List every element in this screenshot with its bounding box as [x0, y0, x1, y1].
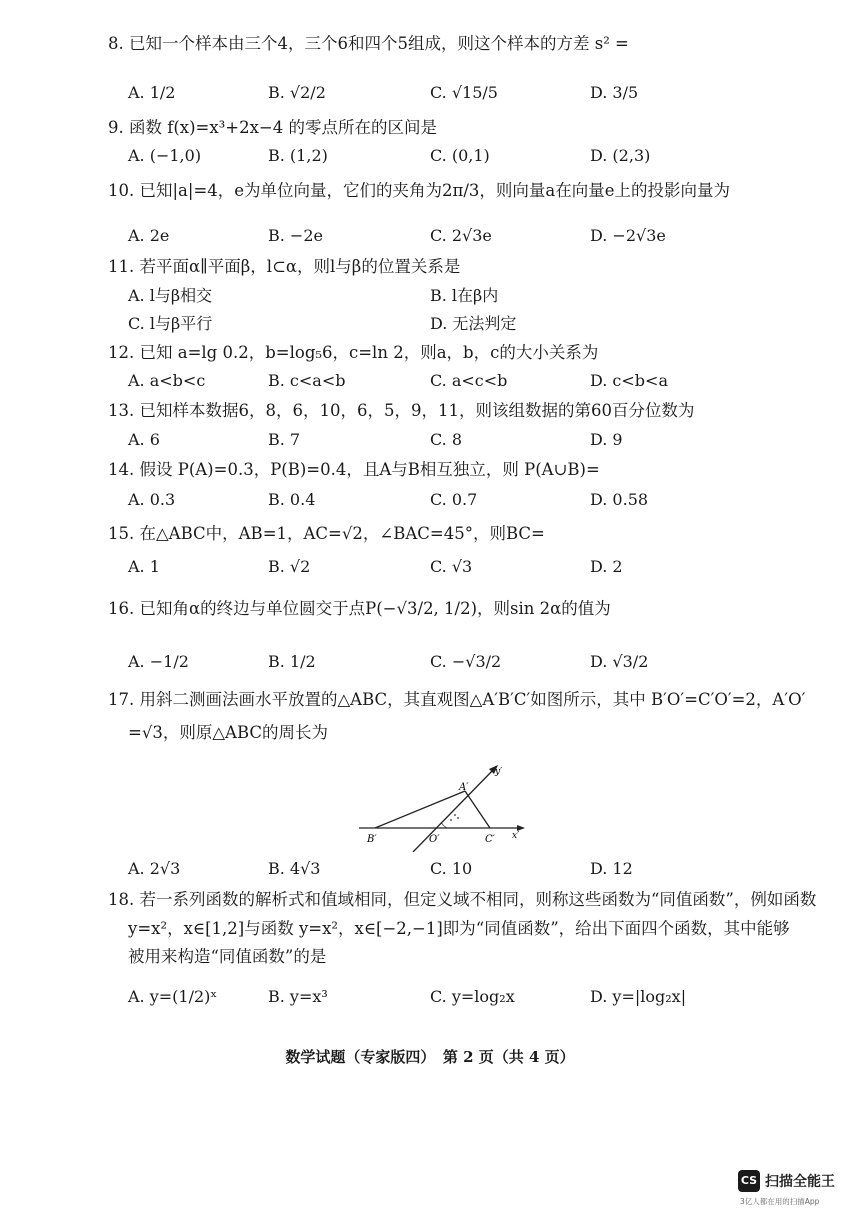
q17-option-c: C. 10 [430, 859, 473, 878]
question-9-stem: 9. 函数 f(x)=x³+2x−4 的零点所在的区间是 [108, 118, 437, 137]
q14-option-d: D. 0.58 [590, 490, 649, 509]
scanner-logo [738, 1170, 850, 1210]
q8-option-c: C. √15/5 [430, 83, 498, 102]
q12-option-d: D. c<b<a [590, 371, 668, 390]
q9-option-d: D. (2,3) [590, 146, 651, 165]
question-8-stem: 8. 已知一个样本由三个4，三个6和四个5组成，则这个样本的方差 s² = [108, 34, 629, 53]
angle-arc [441, 822, 447, 828]
question-16-stem: 16. 已知角α的终边与单位圆交于点P(−√3/2, 1/2)，则sin 2α的值为 [108, 599, 611, 618]
q10-option-c: C. 2√3e [430, 226, 492, 245]
q11-option-a: A. l与β相交 [128, 286, 213, 305]
q18-option-b: B. y=x³ [268, 987, 328, 1006]
q11-option-c: C. l与β平行 [128, 314, 213, 333]
q15-option-a: A. 1 [128, 557, 160, 576]
logo-name: 扫描全能王 [765, 1174, 835, 1190]
q8-option-a: A. 1/2 [128, 83, 176, 102]
edge-b-a [375, 791, 465, 828]
q12-option-b: B. c<a<b [268, 371, 346, 390]
question-18-stem-line2: y=x²，x∈[1,2]与函数 y=x²，x∈[−2,−1]即为“同值函数”，给出下面四个函数，其中能够 [128, 919, 790, 938]
q9-option-b: B. (1,2) [268, 146, 328, 165]
q16-option-d: D. √3/2 [590, 652, 649, 671]
q17-option-a: A. 2√3 [128, 859, 181, 878]
q10-option-a: A. 2e [128, 226, 170, 245]
q10-option-d: D. −2√3e [590, 226, 666, 245]
edge-a-c [465, 791, 490, 828]
q15-option-c: C. √3 [430, 557, 473, 576]
q11-option-b: B. l在β内 [430, 286, 499, 305]
q13-option-b: B. 7 [268, 430, 301, 449]
label-o: O′ [429, 834, 440, 845]
label-c: C′ [485, 834, 495, 845]
question-18-stem-line3: 被用来构造“同值函数”的是 [128, 947, 327, 966]
label-x: x′ [512, 831, 520, 841]
q12-option-c: C. a<c<b [430, 371, 508, 390]
q14-option-b: B. 0.4 [268, 490, 316, 509]
page-footer: 数学试题（专家版四） 第 2 页（共 4 页） [285, 1048, 575, 1066]
question-12-stem: 12. 已知 a=lg 0.2，b=log₅6，c=ln 2，则a，b，c的大小关系为 [108, 343, 599, 362]
q9-option-c: C. (0,1) [430, 146, 490, 165]
label-y: y′ [495, 767, 503, 777]
question-11-stem: 11. 若平面α∥平面β，l⊂α，则l与β的位置关系是 [108, 257, 461, 276]
oblique-triangle-figure [355, 760, 535, 852]
q13-option-d: D. 9 [590, 430, 623, 449]
q12-option-a: A. a<b<c [128, 371, 206, 390]
q10-option-b: B. −2e [268, 226, 323, 245]
question-10-stem: 10. 已知|a|=4，e为单位向量，它们的夹角为2π/3，则向量a在向量e上的投影向量为 [108, 181, 731, 200]
question-17-stem-line2: =√3，则原△ABC的周长为 [128, 723, 328, 742]
q15-option-d: D. 2 [590, 557, 623, 576]
q17-option-b: B. 4√3 [268, 859, 321, 878]
q16-option-c: C. −√3/2 [430, 652, 502, 671]
cs-badge-icon: CS [738, 1170, 760, 1192]
question-18-stem-line1: 18. 若一系列函数的解析式和值域相同，但定义域不相同，则称这些函数为“同值函数”，例如函数 [108, 890, 817, 909]
q16-option-b: B. 1/2 [268, 652, 316, 671]
q8-option-d: D. 3/5 [590, 83, 639, 102]
q9-option-a: A. (−1,0) [128, 146, 202, 165]
q14-option-c: C. 0.7 [430, 490, 478, 509]
q15-option-b: B. √2 [268, 557, 311, 576]
question-13-stem: 13. 已知样本数据6，8，6，10，6，5，9，11，则该组数据的第60百分位数为 [108, 401, 695, 420]
q11-option-d: D. 无法判定 [430, 314, 517, 333]
q16-option-a: A. −1/2 [128, 652, 189, 671]
question-17-stem-line1: 17. 用斜二测画法画水平放置的△ABC，其直观图△A′B′C′如图所示，其中 B′O′=C′O′=2，A′O′ [108, 690, 806, 709]
q14-option-a: A. 0.3 [128, 490, 176, 509]
q18-option-a: A. y=(1/2)ˣ [128, 987, 218, 1006]
q18-option-c: C. y=log₂x [430, 987, 515, 1006]
question-15-stem: 15. 在△ABC中，AB=1，AC=√2，∠BAC=45°，则BC= [108, 524, 545, 543]
q13-option-c: C. 8 [430, 430, 463, 449]
logo-tagline: 3亿人都在用的扫描App [740, 1197, 820, 1206]
question-14-stem: 14. 假设 P(A)=0.3，P(B)=0.4，且A与B相互独立，则 P(A∪B)= [108, 460, 600, 479]
q17-option-d: D. 12 [590, 859, 633, 878]
q18-option-d: D. y=|log₂x| [590, 987, 687, 1006]
q13-option-a: A. 6 [128, 430, 160, 449]
label-a: A′ [459, 782, 469, 793]
y-axis-line [413, 768, 495, 852]
label-b: B′ [367, 834, 377, 845]
q8-option-b: B. √2/2 [268, 83, 326, 102]
